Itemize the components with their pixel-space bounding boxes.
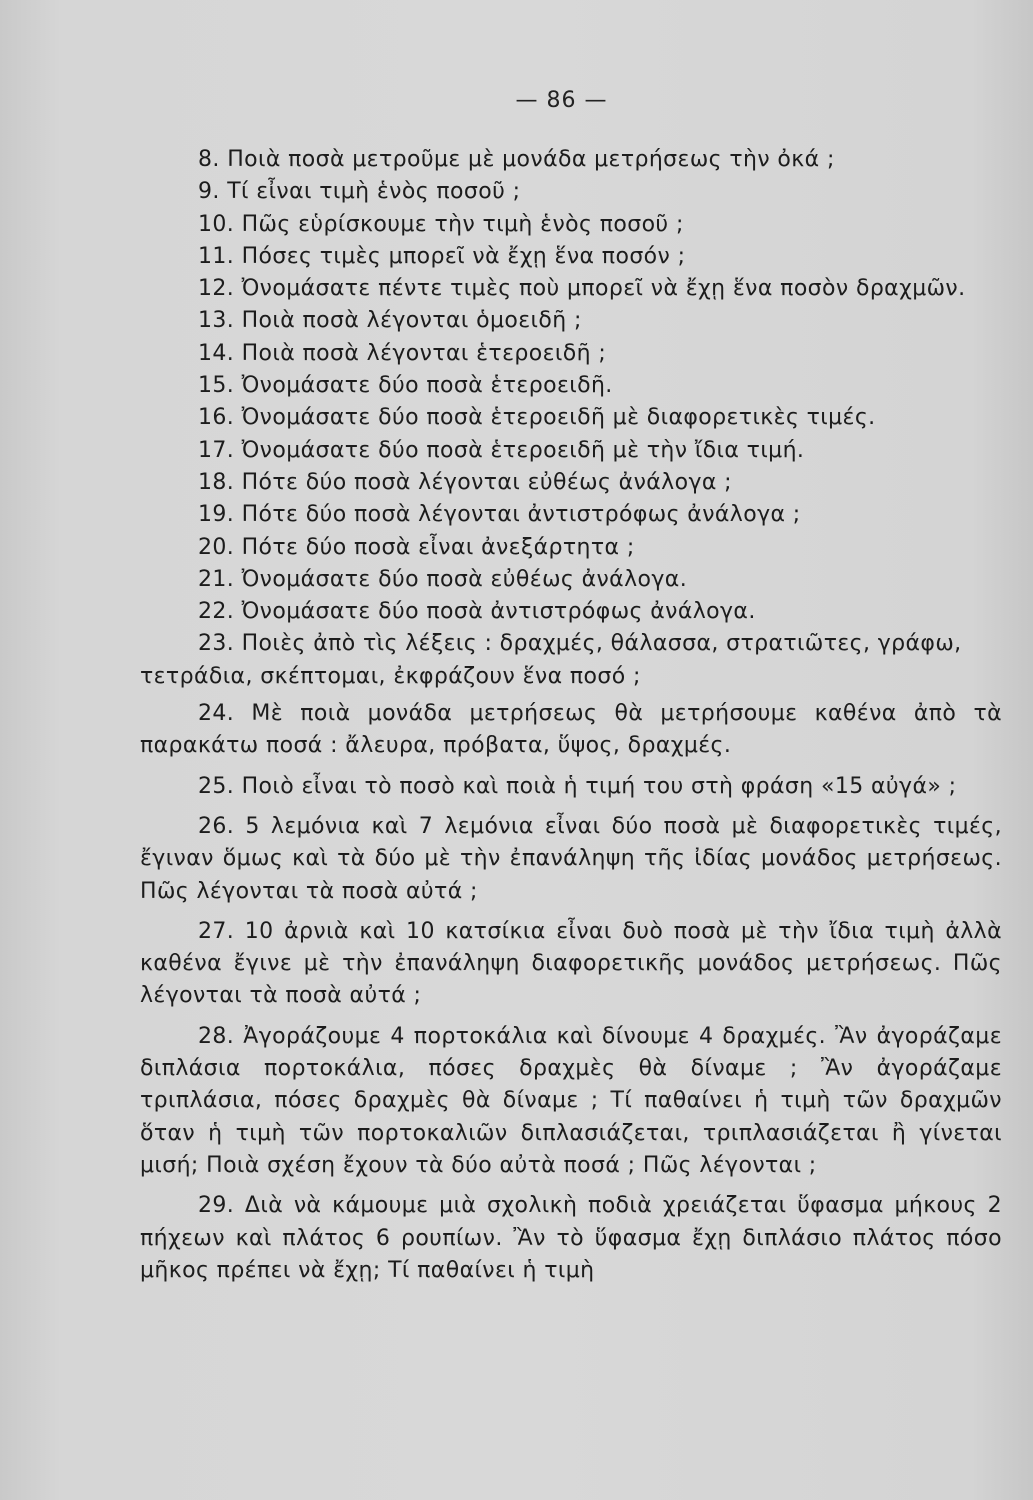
- question-number: 19.: [198, 502, 235, 528]
- question-item: [140, 273, 1002, 305]
- question-number: 11.: [198, 243, 235, 269]
- question-item: [140, 435, 1002, 467]
- question-text: Πότε δύο ποσὰ λέγονται ἀντιστρόφως ἀνάλογα ;: [241, 502, 801, 528]
- question-item: [140, 564, 1002, 596]
- question-number: 25.: [198, 773, 235, 799]
- question-text: Ὀνομάσατε δύο ποσὰ ἑτεροειδῆ.: [241, 373, 613, 399]
- question-text: Πόσες τιμὲς μπορεῖ νὰ ἔχῃ ἕνα ποσόν ;: [241, 243, 686, 269]
- question-item: [140, 209, 1002, 241]
- question-item: [140, 628, 1002, 693]
- question-text: Ποιὲς ἀπὸ τὶς λέξεις : δραχμές, θάλασσα, στρατιῶτες, γράφω, τετράδια, σκέπτομαι, ἐκφράζουν ἕνα ποσό ;: [140, 631, 962, 689]
- question-number: 20.: [198, 534, 235, 560]
- question-text: Ὀνομάσατε πέντε τιμὲς ποὺ μπορεῖ νὰ ἔχῃ ἕνα ποσὸν δραχμῶν.: [241, 276, 966, 302]
- question-text: 10 ἀρνιὰ καὶ 10 κατσίκια εἶναι δυὸ ποσὰ μὲ τὴν ἴδια τιμὴ ἀλλὰ καθένα ἔγινε μὲ τὴν ἐπανάληψη διαφορετικῆς μονάδος μετρήσεως. Πῶς λέγονται τὰ ποσὰ αὐτά ;: [140, 918, 1002, 1009]
- question-number: 14.: [198, 340, 235, 366]
- question-text: Ὀνομάσατε δύο ποσὰ ἑτεροειδῆ μὲ διαφορετικὲς τιμές.: [241, 405, 876, 431]
- question-item: [140, 176, 1002, 208]
- question-item: [140, 698, 1002, 763]
- question-item: [140, 1190, 1002, 1287]
- question-text: 5 λεμόνια καὶ 7 λεμόνια εἶναι δύο ποσὰ μὲ διαφορετικὲς τιμές, ἔγιναν ὅμως καὶ τὰ δύο μὲ τὴν ἐπανάληψη τῆς ἰδίας μονάδος μετρήσεως. Πῶς λέγονται τὰ ποσὰ αὐτά ;: [140, 813, 1002, 904]
- question-text: Πότε δύο ποσὰ λέγονται εὐθέως ἀνάλογα ;: [241, 469, 732, 495]
- question-text: Τί εἶναι τιμὴ ἑνὸς ποσοῦ ;: [227, 179, 521, 205]
- question-item: [140, 241, 1002, 273]
- question-text: Διὰ νὰ κάμουμε μιὰ σχολικὴ ποδιὰ χρειάζεται ὕφασμα μήκους 2 πήχεων καὶ πλάτος 6 ρουπίων. Ἂν τὸ ὕφασμα ἔχῃ διπλάσιο πλάτος πόσο μῆκος πρέπει νὰ ἔχῃ; Τί παθαίνει ἡ τιμὴ: [140, 1193, 1002, 1283]
- question-text: Ὀνομάσατε δύο ποσὰ ἑτεροειδῆ μὲ τὴν ἴδια τιμή.: [241, 437, 805, 463]
- question-item: [140, 305, 1002, 337]
- question-number: 15.: [198, 373, 235, 399]
- questions-list: [140, 144, 1002, 1287]
- question-text: Ἀγοράζουμε 4 πορτοκάλια καὶ δίνουμε 4 δραχμές. Ἂν ἀγοράζαμε διπλάσια πορτοκάλια, πόσες δραχμὲς θὰ δίναμε ; Ἂν ἀγοράζαμε τριπλάσια, πόσες δραχμὲς θὰ δίναμε ; Τί παθαίνει ἡ τιμὴ τῶν δραχμῶν ὅταν ἡ τιμὴ τῶν πορτοκαλιῶν διπλασιάζεται, τριπλασιάζεται ἢ γίνεται μισή; Ποιὰ σχέση ἔχουν τὰ δύο αὐτὰ ποσά ; Πῶς λέγονται ;: [140, 1023, 1002, 1178]
- page-number: — 86 —: [515, 88, 608, 113]
- question-item: [140, 499, 1002, 531]
- question-number: 9.: [198, 179, 220, 205]
- question-text: Ποιὰ ποσὰ λέγονται ἑτεροειδῆ ;: [241, 340, 607, 366]
- question-item: [140, 144, 1002, 176]
- question-text: Ποιὰ ποσὰ μετροῦμε μὲ μονάδα μετρήσεως τὴν ὀκά ;: [227, 147, 835, 172]
- question-item: [140, 467, 1002, 499]
- question-text: Ποιὸ εἶναι τὸ ποσὸ καὶ ποιὰ ἡ τιμή του στὴ φράση «15 αὐγά» ;: [241, 773, 957, 799]
- question-number: 26.: [198, 813, 235, 839]
- question-item: [140, 338, 1002, 370]
- question-number: 28.: [198, 1023, 235, 1049]
- question-number: 10.: [198, 211, 235, 237]
- question-number: 18.: [198, 469, 235, 495]
- question-text: Μὲ ποιὰ μονάδα μετρήσεως θὰ μετρήσουμε καθένα ἀπὸ τὰ παρακάτω ποσά : ἄλευρα, πρόβατα, ὕψος, δραχμές.: [140, 701, 1002, 759]
- question-item: [140, 811, 1002, 908]
- question-number: 8.: [198, 147, 220, 172]
- question-text: Ὀνομάσατε δύο ποσὰ εὐθέως ἀνάλογα.: [241, 566, 688, 592]
- question-item: [140, 1021, 1002, 1182]
- question-number: 13.: [198, 308, 235, 334]
- question-number: 12.: [198, 276, 235, 302]
- question-number: 16.: [198, 405, 235, 431]
- question-item: [140, 370, 1002, 402]
- question-text: Πῶς εὑρίσκουμε τὴν τιμὴ ἑνὸς ποσοῦ ;: [241, 211, 684, 237]
- question-number: 27.: [198, 918, 235, 944]
- question-text: Πότε δύο ποσὰ εἶναι ἀνεξάρτητα ;: [241, 534, 635, 560]
- question-number: 23.: [198, 631, 235, 657]
- question-item: [140, 771, 1002, 803]
- question-item: [140, 916, 1002, 1013]
- question-item: [140, 596, 1002, 628]
- question-text: Ὀνομάσατε δύο ποσὰ ἀντιστρόφως ἀνάλογα.: [241, 599, 756, 625]
- question-number: 21.: [198, 566, 235, 592]
- question-item: [140, 532, 1002, 564]
- question-number: 24.: [198, 701, 235, 727]
- question-number: 22.: [198, 599, 235, 625]
- question-text: Ποιὰ ποσὰ λέγονται ὁμοειδῆ ;: [241, 308, 582, 334]
- question-number: 17.: [198, 437, 235, 463]
- question-item: [140, 402, 1002, 434]
- question-number: 29.: [198, 1193, 235, 1219]
